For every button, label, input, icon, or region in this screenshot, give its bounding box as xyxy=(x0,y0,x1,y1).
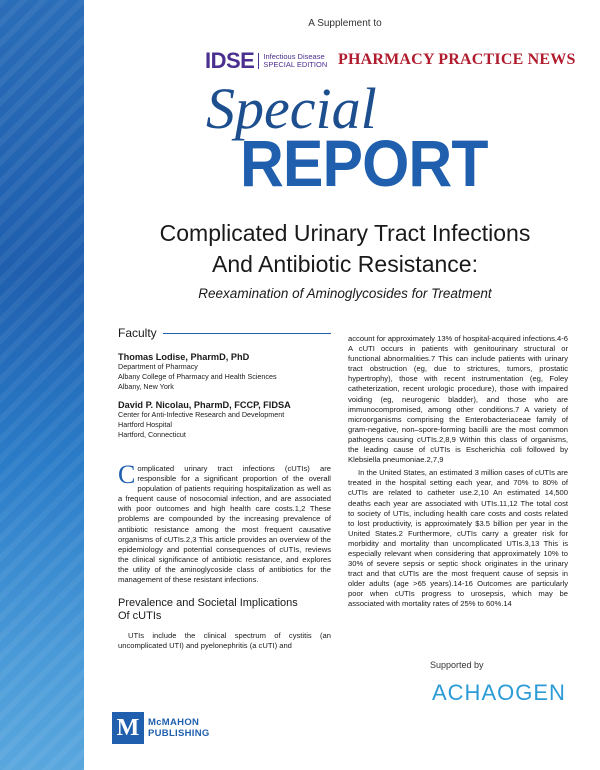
faculty-affiliation: Department of Pharmacy xyxy=(118,362,198,371)
supported-by-label: Supported by xyxy=(430,660,484,670)
publisher-mark-icon: M xyxy=(112,712,144,744)
pharmacy-practice-news-logo: PHARMACY PRACTICE NEWS xyxy=(338,51,576,68)
faculty-name: David P. Nicolau, PharmD, FCCP, FIDSA xyxy=(118,400,291,410)
article-title-line-1: Complicated Urinary Tract Infections xyxy=(159,220,531,246)
faculty-affiliation: Albany, New York xyxy=(118,382,174,391)
idse-line-1: Infectious Disease xyxy=(263,52,325,61)
blue-sidebar-band xyxy=(0,0,84,770)
faculty-affiliation: Hartford Hospital xyxy=(118,420,172,429)
banner-report: REPORT xyxy=(240,126,488,200)
intro-paragraph: omplicated urinary tract infections (cUTIs) are responsible for a significant proportion of the overall population of patients requiring hospitalization as well as a frequent cause of nosocomial infection, and are associated with poor outcomes and high health care costs.1,2 These problems are compounded by the increasing prevalence of antibiotic resistance among the most frequent causative organisms of cUTIs.2,3 This article provides an overview of the epidemiology and potential consequences of cUTIs, reviews the clinical significance of antibiotic resistance, and explores the utility of the aminoglycoside class of antibiotics for the management of these resistant infections. xyxy=(118,464,331,585)
banner-special: Special xyxy=(206,76,377,141)
faculty-name: Thomas Lodise, PharmD, PhD xyxy=(118,352,250,362)
column-right xyxy=(348,334,568,610)
idse-logo xyxy=(205,48,327,74)
faculty-affiliation: Hartford, Connecticut xyxy=(118,430,186,439)
intro-paragraph-wrap xyxy=(118,460,331,585)
publisher-logo xyxy=(112,712,210,744)
faculty-heading-label: Faculty xyxy=(118,326,157,340)
supplement-note: A Supplement to xyxy=(308,18,382,29)
faculty-affiliation: Center for Anti-Infective Research and Development xyxy=(118,410,285,419)
body-paragraph: account for approximately 13% of hospital-acquired infections.4-6 A cUTI occurs in patients with genitourinary structural or functional abnormalities.7 This can include patients with urinary tract obstruction (eg, due to strictures, tumors, prostatic hypertrophy), those with recent instrumentation (eg, Foley catheterization, recent urologic procedure), those with impaired voiding (eg, neurogenic bladder), and those who are immunocompromised, among other conditions.7 A variety of microorganisms comprising the Enterobacteriaceae family of gram-negative, non–spore-forming bacilli are the most common pathogens causing cUTIs.2,8,9 Within this class of organisms, the leading cause of cUTIs is Escherichia coli followed by Klebsiella pneumoniae.2,7,9 xyxy=(348,334,568,465)
sponsor-logo: ACHAOGEN xyxy=(432,680,566,705)
section-heading-line-2: Of cUTIs xyxy=(118,610,162,623)
article-title-line-2: And Antibiotic Resistance: xyxy=(212,251,478,277)
section-heading xyxy=(118,597,331,623)
faculty-member xyxy=(118,400,331,440)
drop-cap: C xyxy=(118,460,136,489)
column-left xyxy=(118,326,331,651)
idse-line-2: SPECIAL EDITION xyxy=(263,60,328,69)
idse-mark: IDSE xyxy=(205,48,255,73)
publisher-name xyxy=(148,717,210,739)
publisher-line-1: McMAHON xyxy=(148,717,200,728)
faculty-member xyxy=(118,352,331,392)
body-paragraph: UTIs include the clinical spectrum of cystitis (an uncomplicated UTI) and pyelonephritis (a cUTI) and xyxy=(118,631,331,651)
idse-subtitle xyxy=(258,53,327,69)
article-title xyxy=(96,218,594,280)
publisher-line-2: PUBLISHING xyxy=(148,728,210,739)
body-paragraph: In the United States, an estimated 3 million cases of cUTIs are treated in the hospital setting each year, and 70% to 80% of cUTIs are related to catheter use.2,10 An estimated 14,500 deaths each year are associated with UTIs.11,12 The total cost to society of UTIs, including health care costs and costs related to lost productivity, is approximately $3.5 billion per year in the United States.2 Furthermore, cUTIs carry a greater risk for morbidity and mortality than uncomplicated UTIs.3,13 This is especially relevant when considering that approximately 10% to 30% of severe sepsis or septic shock originates in the urinary tract and that cUTIs are the most frequent cause of sepsis in older adults (age >65 years).14-16 Outcomes are particularly poor when cUTIs progress to urosepsis, which may be associated with mortality rates of 25% to 60%.14 xyxy=(348,468,568,609)
faculty-affiliation: Albany College of Pharmacy and Health Sciences xyxy=(118,372,277,381)
article-subtitle: Reexamination of Aminoglycosides for Treatment xyxy=(198,286,492,301)
section-heading-line-1: Prevalence and Societal Implications xyxy=(118,597,298,610)
faculty-heading xyxy=(118,326,331,340)
